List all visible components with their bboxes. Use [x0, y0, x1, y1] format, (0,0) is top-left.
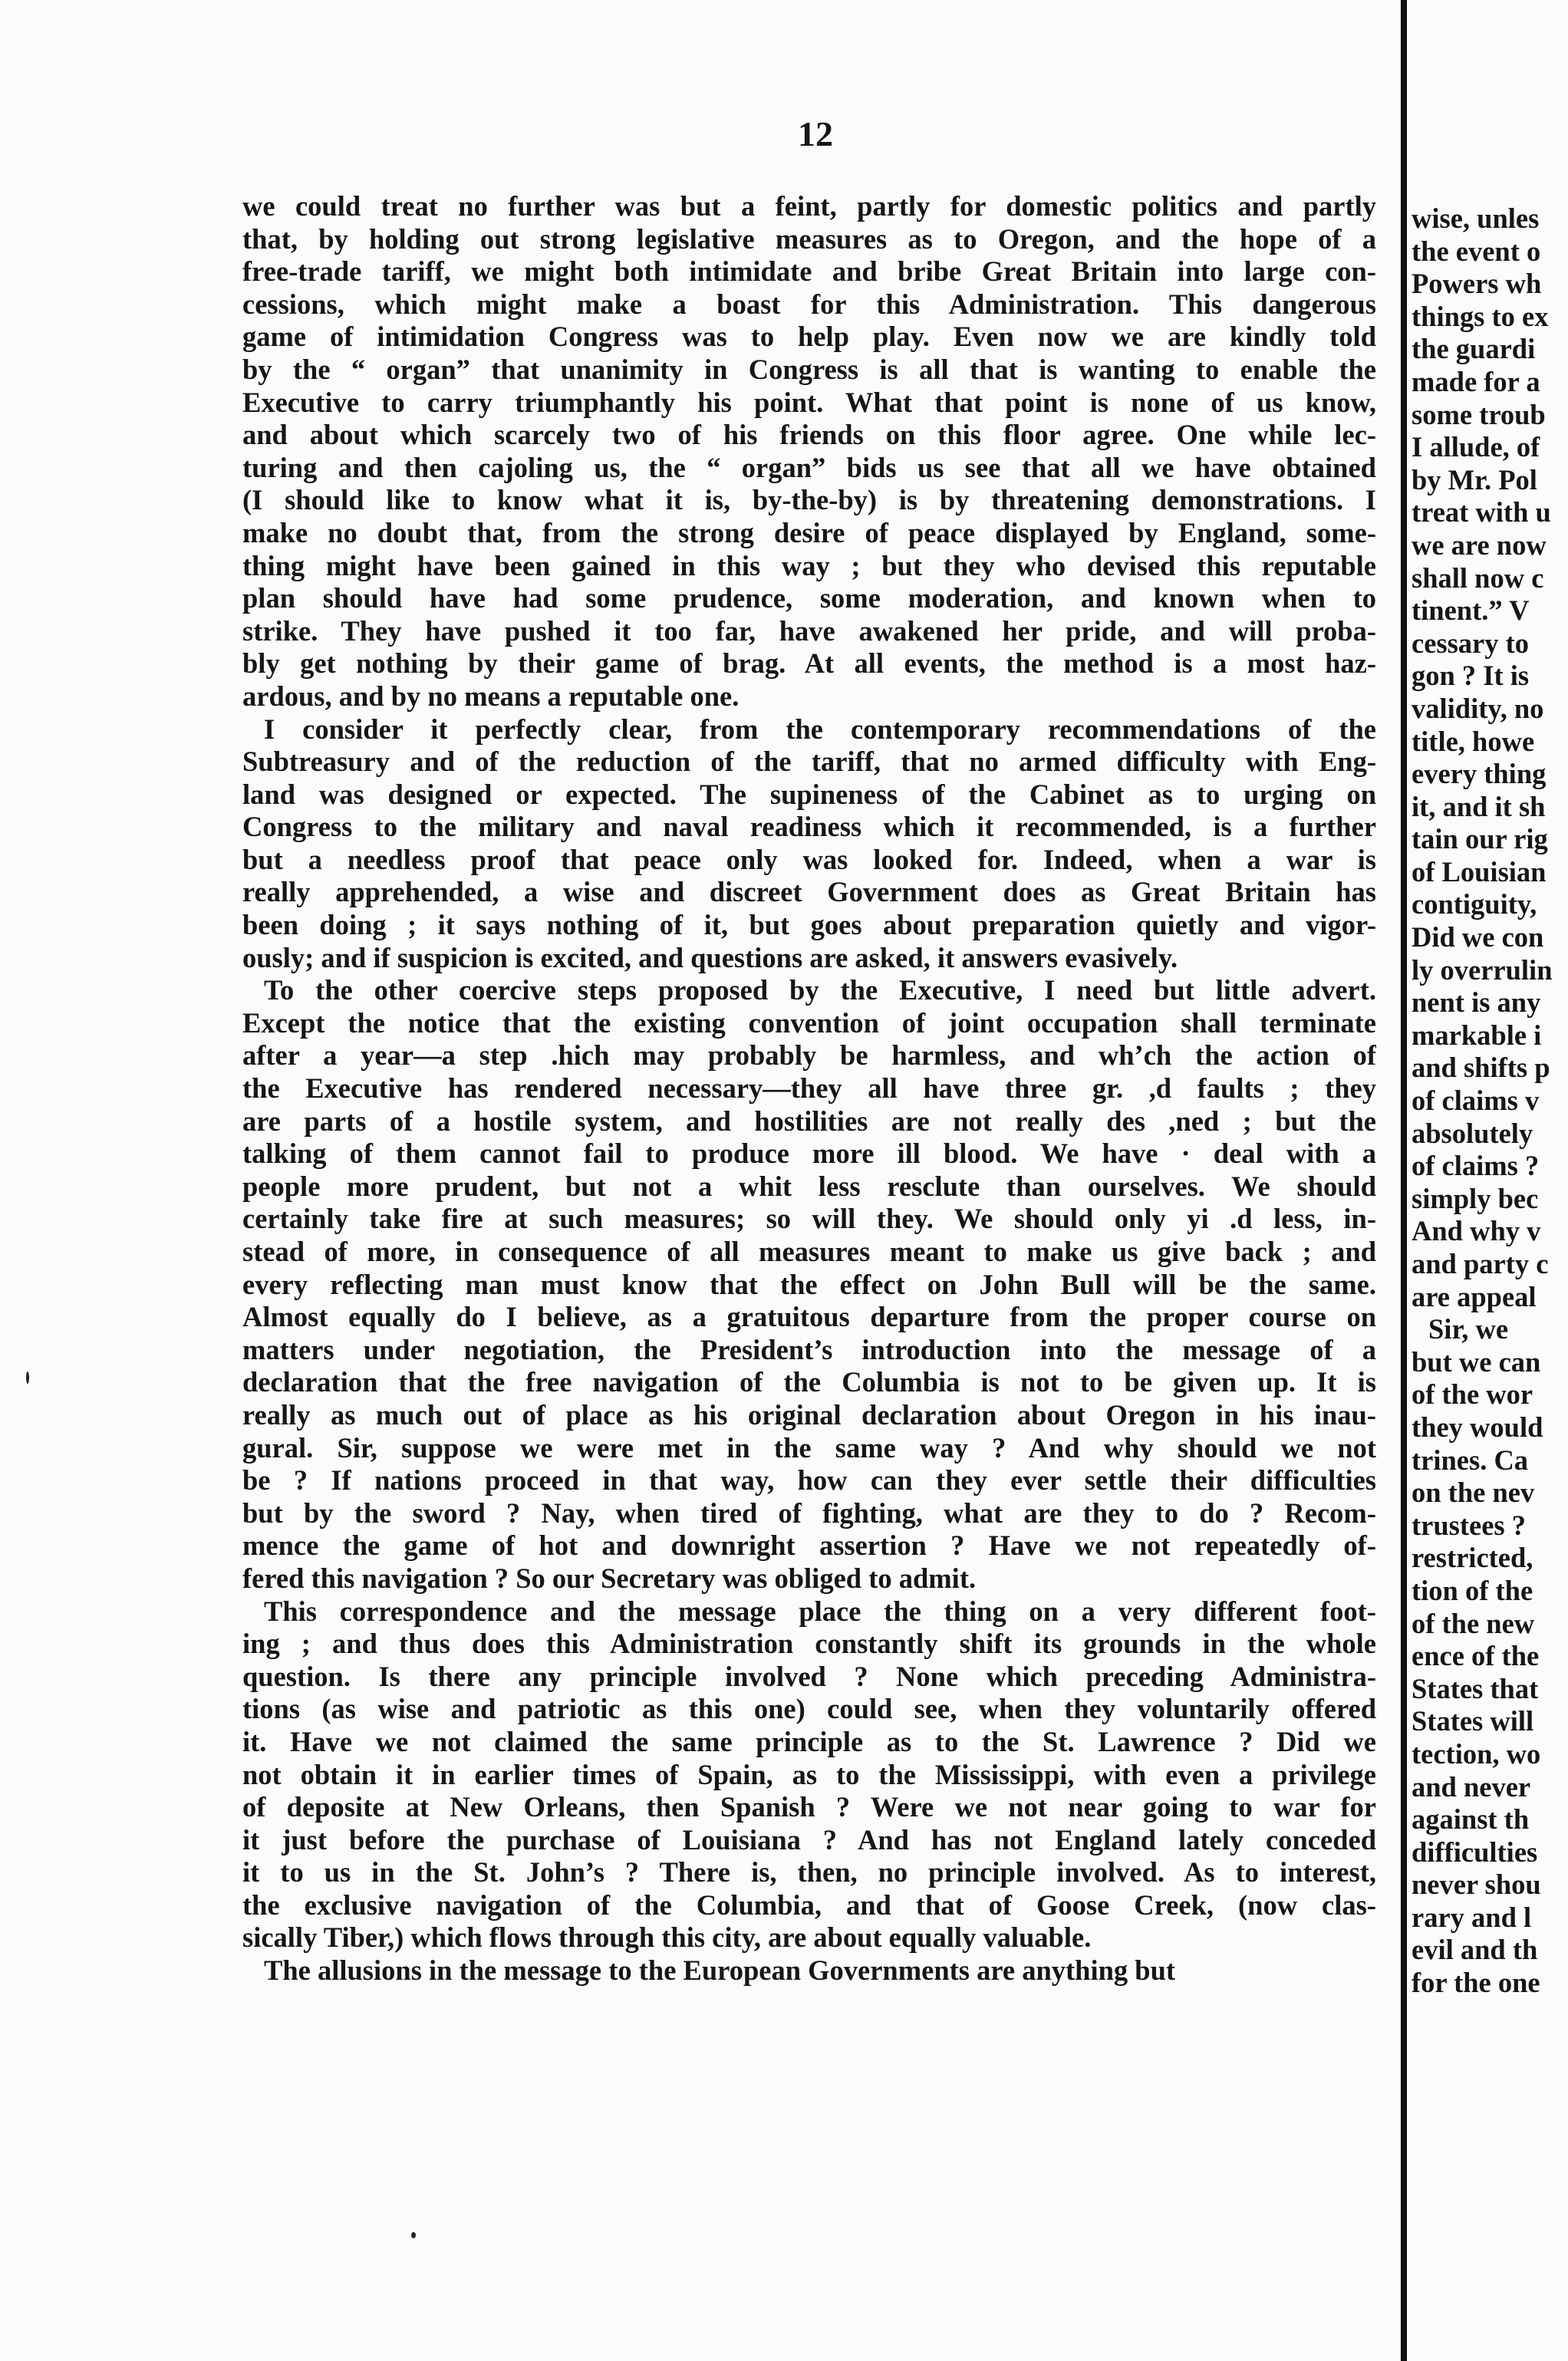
text-line: wise, unles [1412, 203, 1540, 234]
text-line: of the wor [1412, 1378, 1533, 1411]
text-line: of the new [1412, 1607, 1535, 1639]
text-line: And why v [1412, 1215, 1541, 1247]
text-line: Except the notice that the existing convention of joint occupation shall terminate [242, 1006, 1376, 1039]
text-line: they would [1412, 1411, 1543, 1443]
text-line: cessions, which might make a boast for this Administration. This dangerous [242, 288, 1376, 320]
text-line: by Mr. Pol [1412, 463, 1537, 496]
text-line: and party c [1412, 1248, 1549, 1279]
text-line: really as much out of place as his original declaration about Oregon in his inau- [242, 1398, 1376, 1431]
page-gutter-divider [1401, 0, 1407, 2361]
text-line: Did we con [1412, 921, 1544, 953]
text-line: it, and it sh [1412, 790, 1546, 822]
text-line: This correspondence and the message place the thing on a very different foot- [264, 1595, 1376, 1627]
text-line: for the one [1412, 1967, 1540, 1999]
text-line: ardous, and by no means a reputable one. [242, 680, 740, 712]
text-line: of claims v [1412, 1085, 1540, 1117]
text-line: evil and th [1412, 1934, 1538, 1966]
text-line: matters under negotiation, the President’s introduction into the message of a [242, 1333, 1376, 1365]
text-line: and about which scarcely two of his friends on this floor agree. One while lec- [242, 419, 1376, 451]
text-line: every thing [1412, 758, 1547, 790]
text-line: but by the sword ? Nay, when tired of fighting, what are they to do ? Recom- [242, 1497, 1376, 1529]
text-line: and never [1412, 1770, 1531, 1803]
text-line: but a needless proof that peace only was looked for. Indeed, when a war is [242, 843, 1376, 875]
text-line: game of intimidation Congress was to help play. Even now we are kindly told [242, 321, 1376, 353]
text-line: turing and then cajoling us, the “ organ” bids us see that all we have obtained [242, 451, 1376, 483]
text-line: question. Is there any principle involved ? None which preceding Administra- [242, 1660, 1376, 1692]
text-line: tinent.” V [1412, 594, 1530, 627]
text-line: the event o [1412, 235, 1541, 267]
text-line: tain our rig [1412, 823, 1548, 855]
text-line: ously; and if suspicion is excited, and questions are asked, it answers evasively. [242, 941, 1178, 973]
text-line: nent is any [1412, 986, 1541, 1019]
text-line: every reflecting man must know that the effect on John Bull will be the same. [242, 1268, 1376, 1300]
text-line: are parts of a hostile system, and hostilities are not really des ,ned ; but the [242, 1105, 1376, 1137]
text-line: after a year—a step .hich may probably be harmless, and wh’ch the action of [242, 1039, 1376, 1072]
text-line: contiguity, [1412, 888, 1537, 920]
text-line: thing might have been gained in this way ; but they who devised this reputable [242, 549, 1376, 581]
text-line: and shifts p [1412, 1052, 1550, 1084]
right-page-text-column [1412, 203, 1568, 2000]
text-line: cessary to [1412, 627, 1530, 659]
text-line: The allusions in the message to the European Governments are anything but [264, 1954, 1176, 1987]
text-line: States will [1412, 1705, 1534, 1737]
text-line: To the other coercive steps proposed by the Executive, I need but little advert. [264, 974, 1376, 1006]
text-line: (I should like to know what it is, by-the-by) is by threatening demonstrations. I [242, 484, 1376, 516]
text-line: gural. Sir, suppose we were met in the same way ? And why should we not [242, 1431, 1376, 1464]
text-line: some troub [1412, 398, 1546, 430]
text-line: absolutely [1412, 1117, 1533, 1149]
text-line: land was designed or expected. The supineness of the Cabinet as to urging on [242, 778, 1376, 810]
text-line: it to us in the St. John’s ? There is, then, no principle involved. As to interest, [242, 1856, 1376, 1888]
text-line: certainly take fire at such measures; so will they. We should only yi .d less, in- [242, 1203, 1376, 1235]
text-line: really apprehended, a wise and discreet Government does as Great Britain has [242, 876, 1376, 908]
text-line: Sir, we [1428, 1313, 1509, 1345]
text-line: declaration that the free navigation of the Columbia is not to be given up. It is [242, 1366, 1376, 1398]
text-line: of deposite at New Orleans, then Spanish ? Were we not near going to war for [242, 1791, 1376, 1823]
text-line: Powers wh [1412, 268, 1542, 300]
text-line: never shou [1412, 1869, 1541, 1901]
text-line: trustees ? [1412, 1509, 1526, 1541]
text-line: ence of the [1412, 1640, 1540, 1672]
text-line: by the “ organ” that unanimity in Congress is all that is wanting to enable the [242, 353, 1376, 385]
text-line: are appeal [1412, 1280, 1537, 1312]
text-line: fered this navigation ? So our Secretary was obliged to admit. [242, 1562, 977, 1594]
text-line: not obtain it in earlier times of Spain, as to the Mississippi, with even a privilege [242, 1758, 1376, 1790]
ink-speck [411, 2232, 416, 2238]
text-line: stead of more, in consequence of all measures meant to make us give back ; and [242, 1236, 1376, 1267]
text-line: it just before the purchase of Louisiana ? And has not England lately conceded [242, 1823, 1376, 1856]
text-line: free-trade tariff, we might both intimidate and bribe Great Britain into large con- [242, 255, 1376, 288]
text-line: the Executive has rendered necessary—they all have three gr. ,d faults ; they [242, 1072, 1376, 1105]
page-number: 12 [798, 114, 833, 153]
text-line: tions (as wise and patriotic as this one) could see, when they voluntarily offered [242, 1693, 1376, 1725]
text-line: treat with u [1412, 496, 1551, 529]
text-line: Executive to carry triumphantly his point. What that point is none of us know, [242, 386, 1376, 418]
text-line: ing ; and thus does this Administration constantly shift its grounds in the whole [242, 1628, 1376, 1660]
text-line: tection, wo [1412, 1737, 1541, 1770]
text-line: gon ? It is [1412, 660, 1530, 692]
text-line: been doing ; it says nothing of it, but goes about preparation quietly and vigor- [242, 909, 1376, 941]
text-line: that, by holding out strong legislative measures as to Oregon, and the hope of a [242, 222, 1376, 255]
text-line: Subtreasury and of the reduction of the tariff, that no armed difficulty with Eng- [242, 746, 1376, 778]
text-line: shall now c [1412, 561, 1544, 594]
text-line: the guardi [1412, 333, 1536, 365]
ink-speck [26, 1371, 29, 1384]
text-line: make no doubt that, from the strong desire of peace displayed by England, some- [242, 516, 1376, 548]
text-line: Congress to the military and naval readiness which it recommended, is a further [242, 811, 1376, 843]
text-line: it. Have we not claimed the same principle as to the St. Lawrence ? Did we [242, 1725, 1376, 1757]
text-line: people more prudent, but not a whit less resclute than ourselves. We should [242, 1170, 1376, 1202]
left-page-text-column [242, 190, 1376, 1987]
text-line: States that [1412, 1672, 1539, 1704]
text-line: against th [1412, 1803, 1530, 1836]
text-line: restricted, [1412, 1542, 1533, 1574]
text-line: we are now [1412, 529, 1547, 561]
text-line: of Louisian [1412, 855, 1547, 887]
text-line: on the nev [1412, 1477, 1535, 1509]
text-line: talking of them cannot fail to produce more ill blood. We have · deal with a [242, 1138, 1376, 1170]
text-line: difficulties [1412, 1836, 1538, 1868]
text-line: of claims ? [1412, 1150, 1540, 1182]
text-line: sically Tiber,) which flows through this city, are about equally valuable. [242, 1921, 1092, 1954]
text-line: things to ex [1412, 300, 1549, 332]
text-line: strike. They have pushed it too far, have awakened her pride, and will proba- [242, 614, 1376, 647]
text-line: rary and l [1412, 1901, 1532, 1933]
text-line: validity, no [1412, 692, 1544, 724]
text-line: title, howe [1412, 725, 1535, 757]
text-line: ly overrulin [1412, 953, 1553, 986]
text-line: Almost equally do I believe, as a gratuitous departure from the proper course on [242, 1301, 1376, 1333]
text-line: the exclusive navigation of the Columbia, and that of Goose Creek, (now clas- [242, 1888, 1376, 1921]
text-line: markable i [1412, 1019, 1542, 1051]
text-line: simply bec [1412, 1182, 1539, 1214]
text-line: but we can [1412, 1345, 1541, 1378]
text-line: trines. Ca [1412, 1444, 1529, 1476]
text-line: bly get nothing by their game of brag. At all events, the method is a most haz- [242, 647, 1376, 680]
text-line: be ? If nations proceed in that way, how can they ever settle their difficulties [242, 1464, 1376, 1497]
text-line: we could treat no further was but a feint, partly for domestic politics and partly [242, 190, 1376, 222]
text-line: plan should have had some prudence, some moderation, and known when to [242, 582, 1376, 614]
text-line: made for a [1412, 365, 1540, 397]
text-line: mence the game of hot and downright assertion ? Have we not repeatedly of- [242, 1530, 1376, 1562]
text-line: I consider it perfectly clear, from the contemporary recommendations of the [264, 713, 1376, 745]
text-line: tion of the [1412, 1574, 1533, 1606]
text-line: I allude, of [1412, 431, 1540, 463]
